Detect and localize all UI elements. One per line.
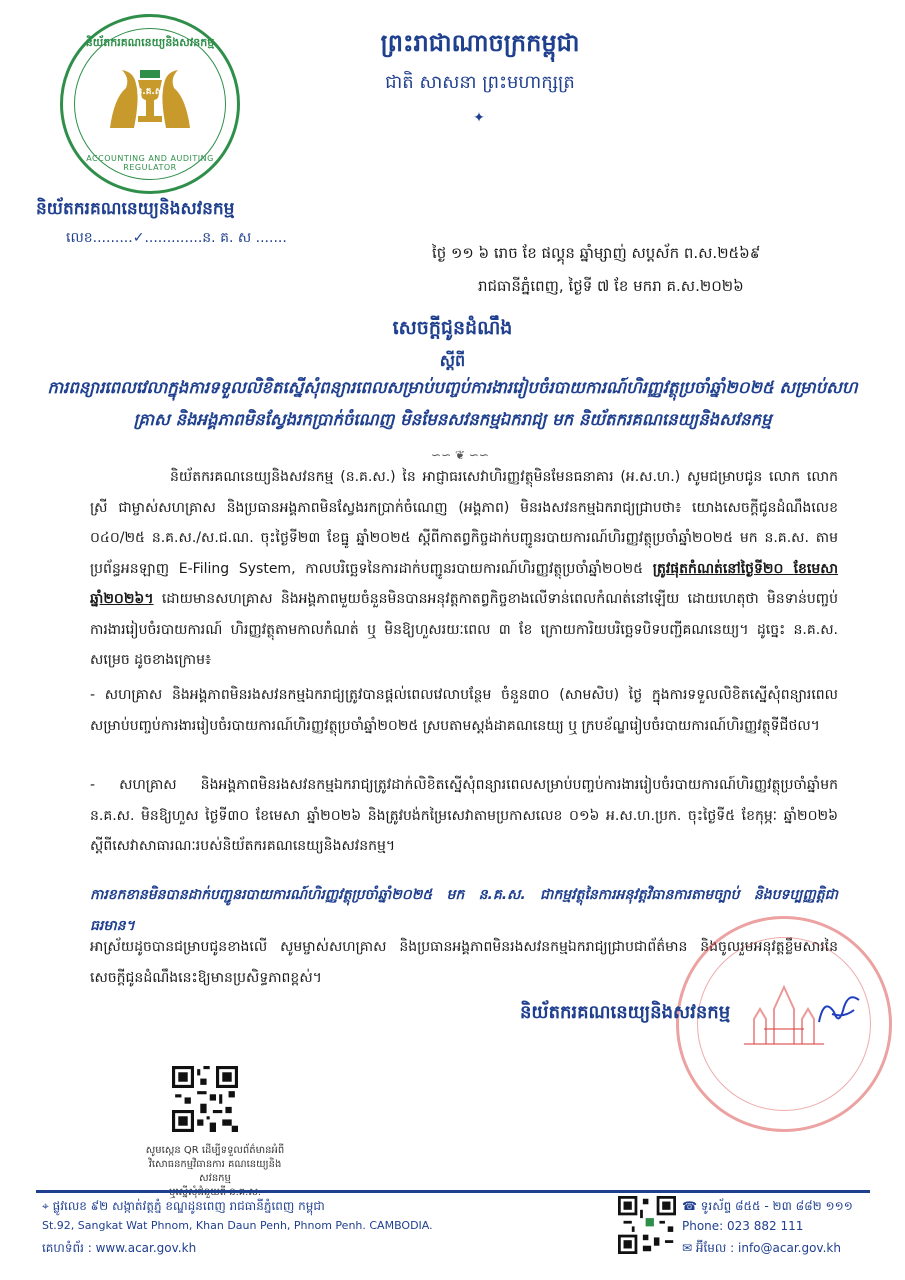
email-icon: ✉: [682, 1241, 696, 1255]
header-ornament: ✦: [473, 110, 487, 126]
logo-center-text: ន.គ.ស: [136, 87, 164, 97]
footer-phone-en: Phone: 023 882 111: [682, 1219, 804, 1233]
section-divider: ∽∽ ❦ ∽∽: [431, 448, 489, 462]
footer-phone-kh: ☎ ទូរស័ព្ទ ៨៥៥ - ២៣ ៨៨២ ១១១: [682, 1199, 853, 1213]
solar-date: រាជធានីភ្នំពេញ, ថ្ងៃទី ៧ ខែ មករា គ.ស.២០២៦: [478, 277, 744, 295]
qr-code-icon: [172, 1066, 238, 1132]
kingdom-title: ព្រះរាជាណាចក្រកម្ពុជា: [380, 29, 580, 57]
nation-religion-king: ជាតិ សាសនា ព្រះមហាក្សត្រ: [385, 72, 575, 93]
logo-top-text: និយ័តករគណនេយ្យនិងសវនកម្ម: [85, 36, 215, 49]
location-icon: ⌖: [42, 1199, 53, 1213]
deadline-text: ត្រូវផុតកំណត់នៅថ្ងៃទី២០ ខែមេសា ឆ្នាំ២០២៦។: [90, 560, 839, 607]
phone-icon: ☎: [682, 1199, 701, 1213]
signer-name: និយ័តករគណនេយ្យនិងសវនកម្ម: [520, 1002, 731, 1023]
decision-bullet-1: - សហគ្រាស និងអង្គភាពមិនរងសវនកម្មឯករាជ្យត្រូវបានផ្តល់ពេលវេលាបន្ថែម ចំនួន៣០ (សាមសិប) ថ្ងៃ ក្នុងការទទួលលិខិតស្នើសុំពន្យារពេលសម្រាប់បញ្ចប់ការងាររៀបចំរបាយការណ៍ហិរញ្ញវត្ថុប្រចាំឆ្នាំ២០២៥ ស្របតាមស្តង់ដាគណនេយ្យ ឬ ក្របខ័ណ្ឌរៀបចំរបាយការណ៍ហិរញ្ញវត្ថុទីជីថល។: [90, 687, 838, 734]
regulator-logo: [60, 14, 240, 194]
notification-title: សេចក្តីជូនដំណឹង: [392, 317, 513, 339]
sender-name: និយ័តករគណនេយ្យនិងសវនកម្ម: [36, 199, 235, 219]
lunar-date: ថ្ងៃ ១១ ៦ រោច ខែ ផល្គុន ឆ្នាំម្សាញ់ សប្តស័ក ព.ស.២៥៦៩: [432, 244, 761, 262]
body-paragraph-1: និយ័តករគណនេយ្យនិងសវនកម្ម (ន.គ.ស.) នៃ អាជ្ញាធរសេវាហិរញ្ញវត្ថុមិនមែនធនាគារ (អ.ស.ហ.) សូមជម្រាបជូន លោក លោកស្រី ជាម្ចាស់សហគ្រាស និងប្រធានអង្គភាពមិនស្វែងរកប្រាក់ចំណេញ (អង្គភាព) មិនរងសវនកម្មឯករាជ្យជ្រាបថា៖ យោងសេចក្តីជូនដំណឹងលេខ ០៤០/២៥ ន.គ.ស./ស.ជ.ណ. ចុះថ្ងៃទី២៣ ខែធ្នូ ឆ្នាំ២០២៥ ស្តីពីកាតព្វកិច្ចដាក់បញ្ជូនរបាយការណ៍ហិរញ្ញវត្ថុប្រចាំឆ្នាំ២០២៥ មក ន.គ.ស. តាមប្រព័ន្ធអនឡាញ E-Filing System, កាលបរិច្ឆេទនៃការដាក់បញ្ជូនរបាយការណ៍ហិរញ្ញវត្ថុប្រចាំឆ្នាំ២០២៥ ត្រូវផុតកំណត់នៅថ្ងៃទី២០ ខែមេសា ឆ្នាំ២០២៦។ ដោយមានសហគ្រាស និងអង្គភាពមួយចំនួនមិនបានអនុវត្តកាតព្វកិច្ចខាងលើទាន់ពេលកំណត់នៅឡើយ ដោយហេតុថា មិនទាន់បញ្ចប់ការងាររៀបចំរបាយការណ៍ ហិរញ្ញវត្ថុតាមកាលកំណត់ ឬ មិនឱ្យហួសរយៈពេល ៣ ខែ ក្រោយការិយបរិច្ឆេទបិទបញ្ជីគណនេយ្យ។ ដូច្នេះ ន.គ.ស. សម្រេច ដូចខាងក្រោម៖: [90, 469, 839, 668]
footer-website[interactable]: គេហទំព័រ : www.acar.gov.kh: [42, 1241, 197, 1255]
footer-address-kh: ⌖ ផ្លូវលេខ ៩២ សង្កាត់វត្តភ្នំ ខណ្ឌដូនពេញ រាជធានីភ្នំពេញ កម្ពុជា: [42, 1199, 325, 1213]
about-label: ស្តីពី: [439, 351, 466, 370]
footer-address-en: St.92, Sangkat Wat Phnom, Khan Daun Penh, Phnom Penh. CAMBODIA.: [42, 1219, 433, 1232]
logo-bottom-text: ACCOUNTING AND AUDITING REGULATOR: [86, 154, 214, 172]
footer-divider: [36, 1190, 870, 1193]
handwritten-signature: [814, 992, 864, 1032]
reference-number: លេខ.........✓.............ន. គ. ស .......: [66, 230, 287, 246]
subject-heading: ការពន្យារពេលវេលាក្នុងការទទួលលិខិតស្នើសុំពន្យារពេលសម្រាប់បញ្ចប់ការងាររៀបចំរបាយការណ៍ហិរញ្ញវត្ថុប្រចាំឆ្នាំ២០២៥ សម្រាប់សហគ្រាស និងអង្គភាពមិនស្វែងរកប្រាក់ចំណេញ មិនមែនសវនកម្មឯករាជ្យ មក និយ័តករគណនេយ្យនិងសវនកម្ម: [47, 378, 858, 429]
footer-qr-code-icon: [618, 1196, 676, 1254]
footer-email[interactable]: ✉ អ៊ីមែល : info@acar.gov.kh: [682, 1241, 841, 1255]
closing-paragraph: អាស្រ័យដូចបានជម្រាបជូនខាងលើ សូមម្ចាស់សហគ្រាស និងប្រធានអង្គភាពមិនរងសវនកម្មឯករាជ្យជ្រាបជាព័ត៌មាន និងចូលរួមអនុវត្តខ្លឹមសារនៃសេចក្តីជូនដំណឹងនេះឱ្យមានប្រសិទ្ធភាពខ្ពស់។: [90, 939, 838, 986]
qr-caption: សូមស្កេន QR ដើម្បីទទួលព័ត៌មានអំពី វិសោធនកម្មវិធានការ គណនេយ្យនិងសវនកម្ម: [145, 1145, 285, 1184]
warning-notice: ការខកខានមិនបានដាក់បញ្ជូនរបាយការណ៍ហិរញ្ញវត្ថុប្រចាំឆ្នាំ២០២៥ មក ន.គ.ស. ជាកម្មវត្ថុនៃការអនុវត្តវិធានការតាមច្បាប់ និងបទប្បញ្ញត្តិជាធរមាន។: [90, 887, 838, 934]
decision-bullet-2: - សហគ្រាស និងអង្គភាពមិនរងសវនកម្មឯករាជ្យត្រូវដាក់លិខិតស្នើសុំពន្យារពេលសម្រាប់បញ្ចប់ការងាររៀបចំរបាយការណ៍ហិរញ្ញវត្ថុប្រចាំឆ្នាំមក ន.គ.ស. មិនឱ្យហួស ថ្ងៃទី៣០ ខែមេសា ឆ្នាំ២០២៦ និងត្រូវបង់កម្រៃសេវាតាមប្រកាសលេខ ០១៦ អ.ស.ហ.ប្រក. ចុះថ្ងៃទី៥ ខែកុម្ភៈ ឆ្នាំ២០២៦ ស្តីពីសេវាសាធារណៈរបស់និយ័តករគណនេយ្យនិងសវនកម្ម។: [90, 777, 838, 854]
